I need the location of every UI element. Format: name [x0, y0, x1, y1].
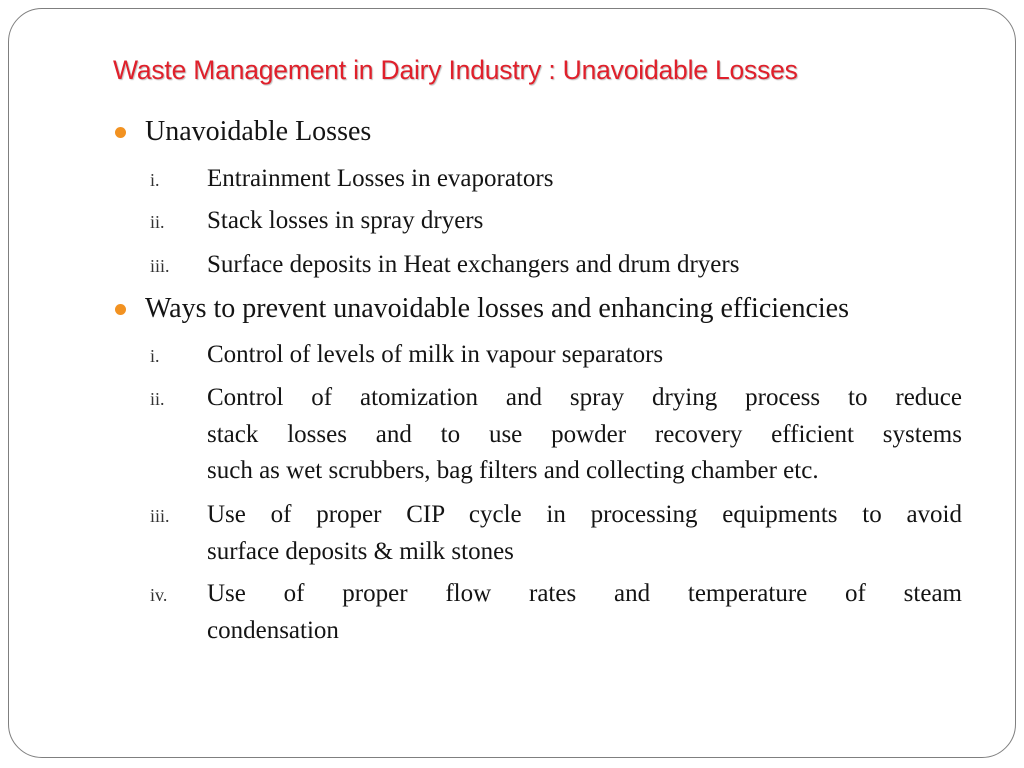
list-item-line: Use of proper CIP cycle in processing equipments to avoid	[207, 501, 962, 528]
list-number: ii.	[150, 212, 165, 232]
list-item	[207, 380, 962, 490]
list-number: iii.	[150, 506, 170, 526]
list-number: i.	[150, 346, 160, 366]
list-item	[207, 497, 962, 570]
list-item: Surface deposits in Heat exchangers and drum dryers	[207, 251, 740, 278]
list-item	[207, 576, 962, 649]
list-item: Control of levels of milk in vapour separators	[207, 341, 664, 368]
list-number: i.	[150, 170, 160, 190]
list-item-line: such as wet scrubbers, bag filters and collecting chamber etc.	[207, 457, 819, 484]
list-number: ii.	[150, 389, 165, 409]
list-item: Stack losses in spray dryers	[207, 207, 484, 234]
list-item-line: Use of proper flow rates and temperature of steam	[207, 580, 962, 607]
list-item-line: Control of atomization and spray drying process to reduce	[207, 384, 962, 411]
bullet-dot	[115, 127, 126, 138]
list-item-line: condensation	[207, 616, 339, 644]
list-number: iv.	[150, 585, 168, 605]
list-item: Entrainment Losses in evaporators	[207, 165, 554, 192]
section-heading-unavoidable-losses: Unavoidable Losses	[145, 116, 372, 147]
list-item-line: stack losses and to use powder recovery efficient systems	[207, 420, 962, 448]
list-number: iii.	[150, 256, 170, 276]
bullet-dot	[115, 304, 126, 315]
section-heading-prevent-losses: Ways to prevent unavoidable losses and enhancing efficiencies	[145, 293, 849, 324]
list-item-line: surface deposits & milk stones	[207, 537, 514, 565]
slide-title: Waste Management in Dairy Industry : Unavoidable Losses	[113, 55, 798, 85]
